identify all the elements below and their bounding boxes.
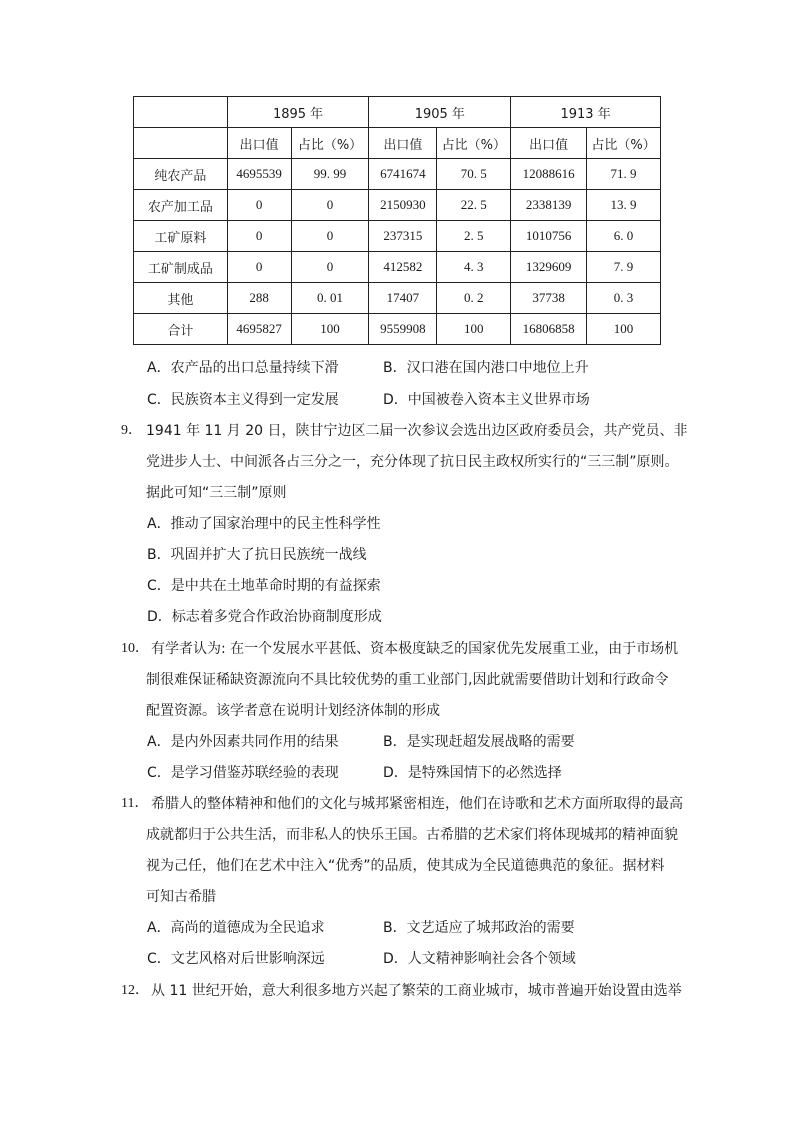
table-row bbox=[134, 159, 661, 190]
row-label: 工矿原料 bbox=[134, 221, 228, 252]
table-row bbox=[134, 221, 661, 252]
question-stem: 可知古希腊 bbox=[146, 889, 216, 905]
sub-header: 出口值 bbox=[227, 128, 291, 159]
table-cell: 7. 9 bbox=[587, 252, 661, 283]
question-stem: 视为己任，他们在艺术中注入“优秀”的品质，使其成为全民道德典范的象征。据材料 bbox=[146, 858, 665, 874]
option-b: B．是实现赶超发展战略的需要 bbox=[383, 734, 575, 750]
year-header: 1913 年 bbox=[511, 97, 661, 128]
option-a: A．是内外因素共同作用的结果 bbox=[147, 734, 339, 750]
table-corner-cell bbox=[134, 97, 228, 128]
table-cell: 0 bbox=[291, 252, 369, 283]
table-cell: 288 bbox=[227, 283, 291, 314]
sub-header: 占比（%） bbox=[587, 128, 661, 159]
table-cell: 71. 9 bbox=[587, 159, 661, 190]
option-c: C．文艺风格对后世影响深远 bbox=[147, 951, 325, 967]
question-stem: 据此可知“三三制”原则 bbox=[146, 485, 287, 501]
table-cell: 0 bbox=[227, 252, 291, 283]
option-d: D．是特殊国情下的必然选择 bbox=[383, 765, 562, 781]
question-stem: 有学者认为: 在一个发展水平甚低、资本极度缺乏的国家优先发展重工业，由于市场机 bbox=[151, 641, 679, 657]
option-a: A．农产品的出口总量持续下滑 bbox=[147, 360, 339, 376]
option-c: C．民族资本主义得到一定发展 bbox=[147, 392, 339, 408]
table-cell: 99. 99 bbox=[291, 159, 369, 190]
table-cell: 6. 0 bbox=[587, 221, 661, 252]
table-cell: 13. 9 bbox=[587, 190, 661, 221]
question-stem: 希腊人的整体精神和他们的文化与城邦紧密相连，他们在诗歌和艺术方面所取得的最高 bbox=[151, 796, 683, 812]
table-row bbox=[134, 314, 661, 345]
table-cell: 1010756 bbox=[511, 221, 587, 252]
table-cell: 0 bbox=[227, 221, 291, 252]
table-cell: 412582 bbox=[369, 252, 437, 283]
row-label: 纯农产品 bbox=[134, 159, 228, 190]
table-cell: 2338139 bbox=[511, 190, 587, 221]
sub-header: 出口值 bbox=[369, 128, 437, 159]
row-label: 农产加工品 bbox=[134, 190, 228, 221]
table-cell: 70. 5 bbox=[437, 159, 511, 190]
question-number: 9． bbox=[121, 423, 142, 438]
sub-header: 占比（%） bbox=[291, 128, 369, 159]
table-cell: 100 bbox=[291, 314, 369, 345]
question-number: 12． bbox=[121, 983, 149, 998]
table-cell: 4695827 bbox=[227, 314, 291, 345]
table-cell: 4695539 bbox=[227, 159, 291, 190]
table-cell: 0 bbox=[291, 221, 369, 252]
option-d: D．标志着多党合作政治协商制度形成 bbox=[147, 609, 382, 625]
table-cell: 4. 3 bbox=[437, 252, 511, 283]
table-cell: 0. 2 bbox=[437, 283, 511, 314]
question-stem: 成就都归于公共生活，而非私人的快乐王国。古希腊的艺术家们将体现城邦的精神面貌 bbox=[146, 827, 678, 843]
year-header: 1895 年 bbox=[227, 97, 369, 128]
question-number: 10． bbox=[121, 641, 149, 656]
table-year-header-row bbox=[134, 97, 661, 128]
table-cell: 0 bbox=[227, 190, 291, 221]
sub-header: 占比（%） bbox=[437, 128, 511, 159]
option-d: D．中国被卷入资本主义世界市场 bbox=[383, 392, 590, 408]
table-cell: 6741674 bbox=[369, 159, 437, 190]
question-stem: 制很难保证稀缺资源流向不具比较优势的重工业部门,因此就需要借助计划和行政命令 bbox=[146, 672, 669, 688]
option-c: C．是中共在土地革命时期的有益探索 bbox=[147, 578, 381, 594]
question-stem: 配置资源。该学者意在说明计划经济体制的形成 bbox=[146, 703, 440, 719]
question-number: 11． bbox=[121, 796, 149, 811]
table-row bbox=[134, 283, 661, 314]
option-b: B．文艺适应了城邦政治的需要 bbox=[383, 920, 575, 936]
year-header: 1905 年 bbox=[369, 97, 511, 128]
table-row bbox=[134, 252, 661, 283]
question-stem: 从 11 世纪开始，意大利很多地方兴起了繁荣的工商业城市，城市普遍开始设置由选举 bbox=[151, 983, 682, 999]
row-label: 合计 bbox=[134, 314, 228, 345]
table-cell: 1329609 bbox=[511, 252, 587, 283]
table-cell: 37738 bbox=[511, 283, 587, 314]
option-b: B．汉口港在国内港口中地位上升 bbox=[383, 360, 589, 376]
option-c: C．是学习借鉴苏联经验的表现 bbox=[147, 765, 339, 781]
option-d: D．人文精神影响社会各个领域 bbox=[383, 951, 576, 967]
export-table bbox=[133, 96, 661, 345]
table-cell: 0 bbox=[291, 190, 369, 221]
table-cell: 237315 bbox=[369, 221, 437, 252]
table-cell: 0. 01 bbox=[291, 283, 369, 314]
sub-header: 出口值 bbox=[511, 128, 587, 159]
question-stem: 1941 年 11 月 20 日，陕甘宁边区二届一次参议会选出边区政府委员会，共产党员、非 bbox=[146, 423, 688, 439]
table-cell: 9559908 bbox=[369, 314, 437, 345]
question-stem: 党进步人士、中间派各占三分之一，充分体现了抗日民主政权所实行的“三三制”原则。 bbox=[146, 454, 679, 470]
table-empty-cell bbox=[134, 128, 228, 159]
table-sub-header-row bbox=[134, 128, 661, 159]
table-cell: 100 bbox=[587, 314, 661, 345]
option-a: A．推动了国家治理中的民主性科学性 bbox=[147, 516, 381, 532]
table-cell: 22. 5 bbox=[437, 190, 511, 221]
row-label: 其他 bbox=[134, 283, 228, 314]
table-cell: 0. 3 bbox=[587, 283, 661, 314]
table-cell: 2150930 bbox=[369, 190, 437, 221]
table-row bbox=[134, 190, 661, 221]
table-cell: 12088616 bbox=[511, 159, 587, 190]
table-cell: 2. 5 bbox=[437, 221, 511, 252]
table-cell: 100 bbox=[437, 314, 511, 345]
table-cell: 17407 bbox=[369, 283, 437, 314]
table-cell: 16806858 bbox=[511, 314, 587, 345]
row-label: 工矿制成品 bbox=[134, 252, 228, 283]
option-a: A．高尚的道德成为全民追求 bbox=[147, 920, 325, 936]
option-b: B．巩固并扩大了抗日民族统一战线 bbox=[147, 547, 367, 563]
